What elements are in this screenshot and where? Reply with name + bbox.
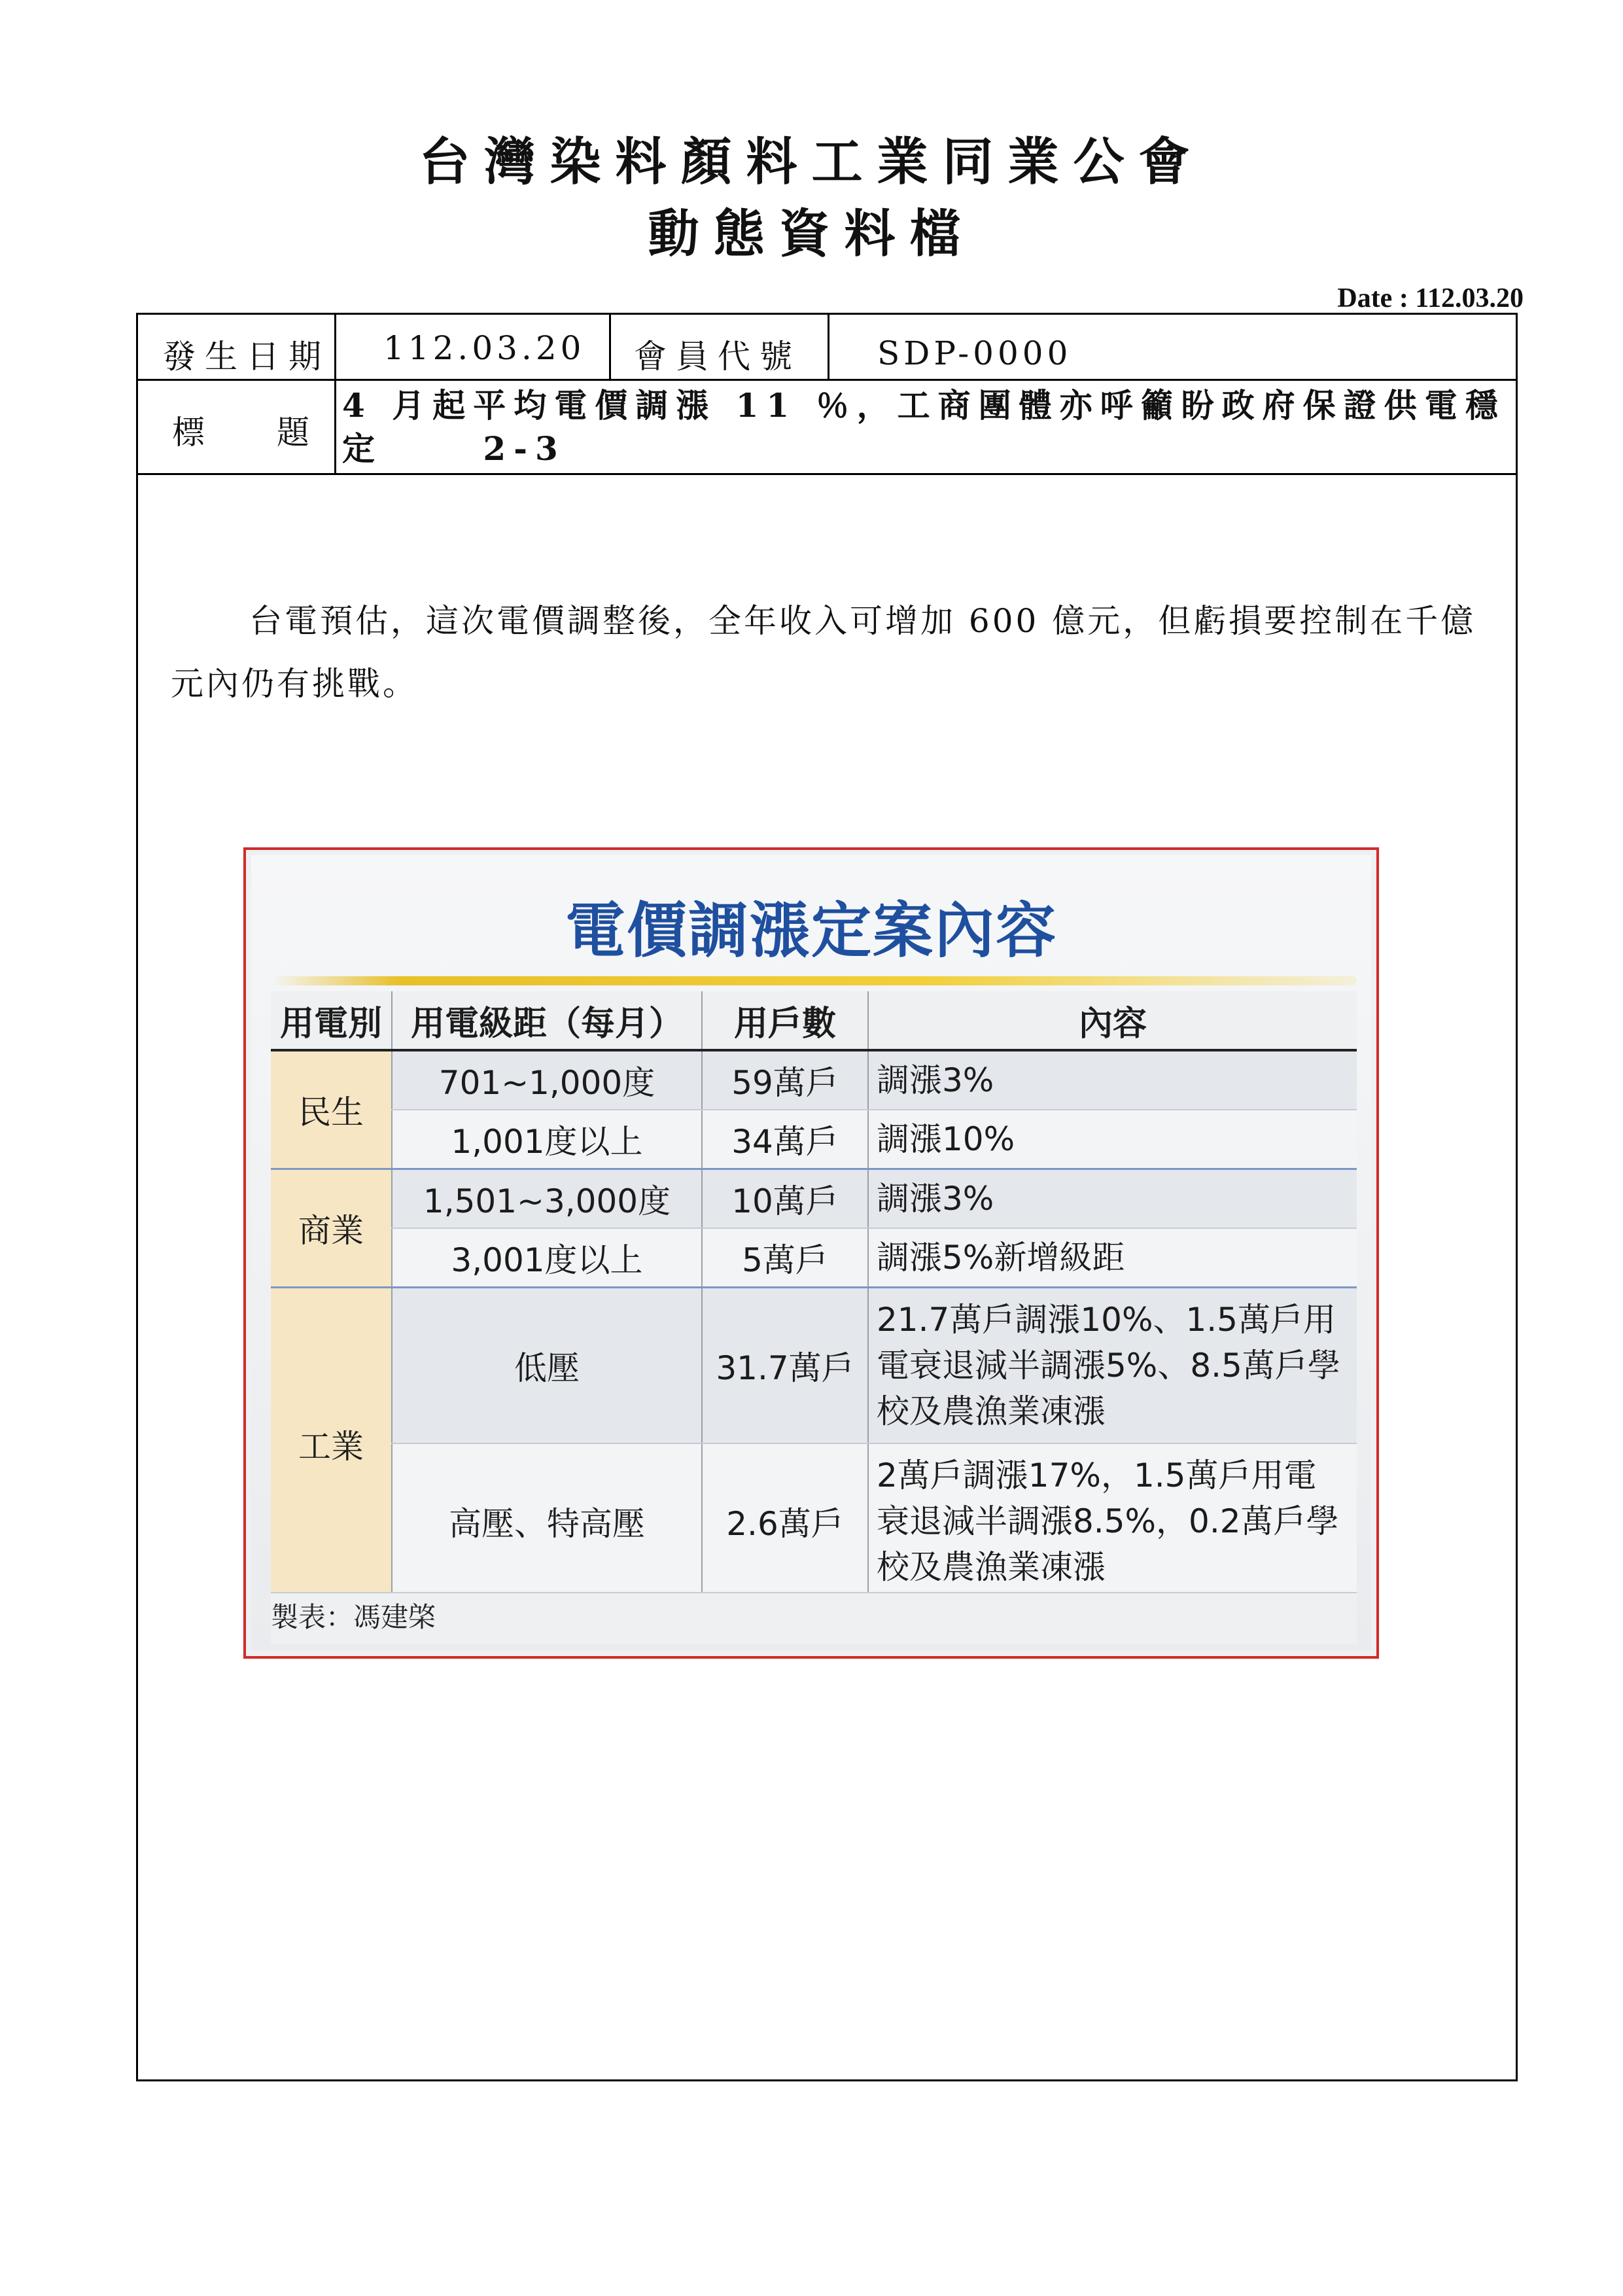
category-cell: 工業 [271, 1288, 392, 1600]
table-row [271, 1228, 1357, 1288]
header-range: 用電級距（每月） [392, 991, 702, 1050]
org-title: 台灣染料顏料工業同業公會 [419, 132, 1204, 192]
users-cell: 10萬戶 [702, 1169, 868, 1229]
graphic-panel [251, 855, 1371, 1651]
header-category: 用電別 [271, 991, 392, 1050]
table-row [271, 1288, 1357, 1444]
range-cell: 高壓、特高壓 [392, 1443, 702, 1599]
member-label: 會員代號 [634, 338, 801, 376]
col-divider [828, 315, 829, 379]
category-cell: 民生 [271, 1050, 392, 1169]
graphic-source: 製表：馮建棨 [271, 1601, 436, 1633]
table-row [271, 1110, 1357, 1169]
price-table-graphic [243, 847, 1379, 1659]
content-cell: 調漲10% [868, 1110, 1357, 1169]
header-users: 用戶數 [702, 991, 868, 1050]
title-label: 標 題 [172, 414, 329, 451]
content-cell: 調漲3% [868, 1169, 1357, 1229]
graphic-title: 電價調漲定案內容 [565, 896, 1057, 966]
col-divider [334, 315, 336, 473]
header-content: 內容 [868, 991, 1357, 1050]
content-cell: 調漲5%新增級距 [868, 1228, 1357, 1288]
content-cell: 21.7萬戶調漲10%、1.5萬戶用電衰退減半調漲5%、8.5萬戶學校及農漁業凍漲 [868, 1288, 1357, 1444]
range-cell: 701~1,000度 [392, 1050, 702, 1110]
table-row [271, 1443, 1357, 1599]
range-cell: 低壓 [392, 1288, 702, 1444]
price-table [271, 991, 1357, 1600]
users-cell: 5萬戶 [702, 1228, 868, 1288]
col-divider [609, 315, 611, 379]
users-cell: 31.7萬戶 [702, 1288, 868, 1444]
table-row [271, 1050, 1357, 1110]
range-cell: 1,001度以上 [392, 1110, 702, 1169]
content-cell: 調漲3% [868, 1050, 1357, 1110]
title-value: 4 月起平均電價調漲 11 ％，工商團體亦呼籲盼政府保證供電穩定 2-3 [342, 386, 1506, 468]
range-cell: 3,001度以上 [392, 1228, 702, 1288]
date-label: 發生日期 [163, 338, 330, 376]
date-value: 112.03.20 [383, 329, 585, 367]
doc-title: 動態資料檔 [648, 204, 975, 264]
graphic-title-rule [271, 976, 1357, 985]
table-row [271, 1169, 1357, 1229]
member-value: SDP-0000 [877, 334, 1072, 372]
range-cell: 1,501~3,000度 [392, 1169, 702, 1229]
users-cell: 34萬戶 [702, 1110, 868, 1169]
row-divider [138, 473, 1516, 475]
body-paragraph: 台電預估，這次電價調整後，全年收入可增加 600 億元，但虧損要控制在千億元內仍有挑戰。 [171, 602, 1476, 703]
date-line: Date : 112.03.20 [1337, 283, 1524, 313]
users-cell: 2.6萬戶 [702, 1443, 868, 1599]
row-divider [138, 379, 1516, 381]
content-cell: 2萬戶調漲17%，1.5萬戶用電衰退減半調漲8.5%，0.2萬戶學校及農漁業凍漲 [868, 1443, 1357, 1599]
users-cell: 59萬戶 [702, 1050, 868, 1110]
category-cell: 商業 [271, 1169, 392, 1288]
